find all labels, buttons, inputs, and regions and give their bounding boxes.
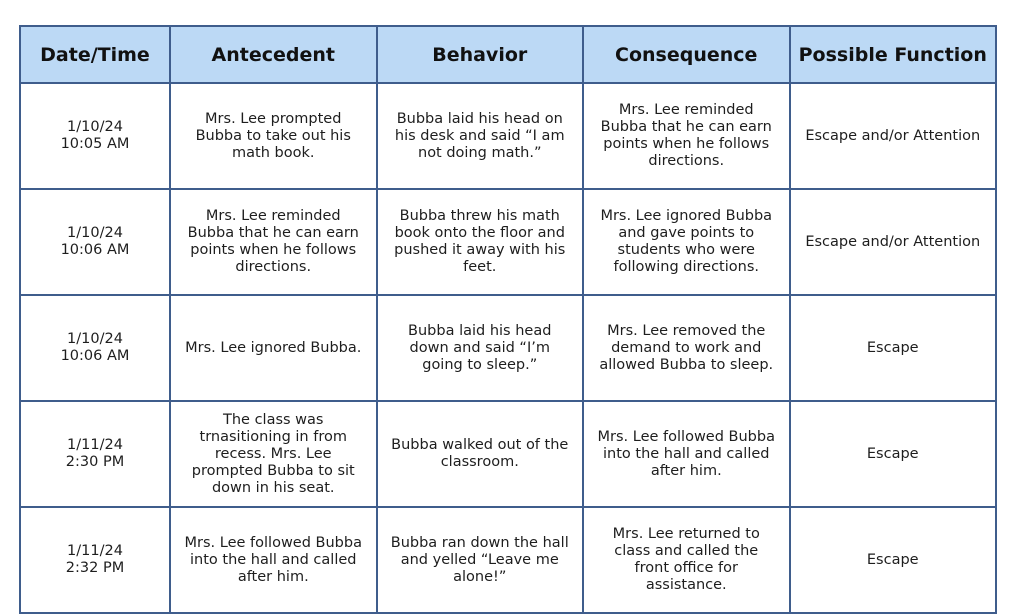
function-cell: Escape <box>790 507 997 613</box>
function-cell: Escape <box>790 401 997 507</box>
time-text: 10:06 AM <box>60 242 130 258</box>
table-row <box>20 83 996 189</box>
header-consequence: Consequence <box>583 26 790 83</box>
antecedent-cell: Mrs. Lee ignored Bubba. <box>170 295 377 401</box>
antecedent-cell: Mrs. Lee followed Bubba into the hall and called after him. <box>170 507 377 613</box>
antecedent-cell: Mrs. Lee prompted Bubba to take out his math book. <box>170 83 377 189</box>
function-cell: Escape and/or Attention <box>790 83 997 189</box>
time-text: 2:30 PM <box>65 454 125 470</box>
date-text: 1/10/24 <box>67 225 123 241</box>
date-text: 1/10/24 <box>67 331 123 347</box>
date-text: 1/11/24 <box>67 437 123 453</box>
time-text: 2:32 PM <box>65 560 125 576</box>
consequence-cell: Mrs. Lee followed Bubba into the hall and called after him. <box>583 401 790 507</box>
antecedent-cell: Mrs. Lee reminded Bubba that he can earn points when he follows directions. <box>170 189 377 295</box>
consequence-cell: Mrs. Lee removed the demand to work and allowed Bubba to sleep. <box>583 295 790 401</box>
behavior-cell: Bubba ran down the hall and yelled “Leave me alone!” <box>377 507 584 613</box>
behavior-cell: Bubba laid his head down and said “I’m going to sleep.” <box>377 295 584 401</box>
date-time-cell <box>20 401 170 507</box>
header-behavior: Behavior <box>377 26 584 83</box>
behavior-cell: Bubba walked out of the classroom. <box>377 401 584 507</box>
table-row <box>20 189 996 295</box>
date-time-cell <box>20 507 170 613</box>
consequence-cell: Mrs. Lee returned to class and called the front office for assistance. <box>583 507 790 613</box>
antecedent-cell: The class was trnasitioning in from recess. Mrs. Lee prompted Bubba to sit down in his seat. <box>170 401 377 507</box>
header-possible-function: Possible Function <box>790 26 997 83</box>
date-time-cell <box>20 189 170 295</box>
date-time-cell <box>20 83 170 189</box>
consequence-cell: Mrs. Lee reminded Bubba that he can earn points when he follows directions. <box>583 83 790 189</box>
abc-data-table <box>19 25 997 614</box>
header-row <box>20 26 996 83</box>
consequence-cell: Mrs. Lee ignored Bubba and gave points to students who were following directions. <box>583 189 790 295</box>
date-text: 1/11/24 <box>67 543 123 559</box>
behavior-cell: Bubba laid his head on his desk and said “I am not doing math.” <box>377 83 584 189</box>
behavior-cell: Bubba threw his math book onto the floor and pushed it away with his feet. <box>377 189 584 295</box>
table-row <box>20 507 996 613</box>
time-text: 10:06 AM <box>60 348 130 364</box>
date-text: 1/10/24 <box>67 119 123 135</box>
function-cell: Escape and/or Attention <box>790 189 997 295</box>
header-antecedent: Antecedent <box>170 26 377 83</box>
date-time-cell <box>20 295 170 401</box>
table-row <box>20 295 996 401</box>
header-date-time: Date/Time <box>20 26 170 83</box>
time-text: 10:05 AM <box>60 136 130 152</box>
table-row <box>20 401 996 507</box>
function-cell: Escape <box>790 295 997 401</box>
